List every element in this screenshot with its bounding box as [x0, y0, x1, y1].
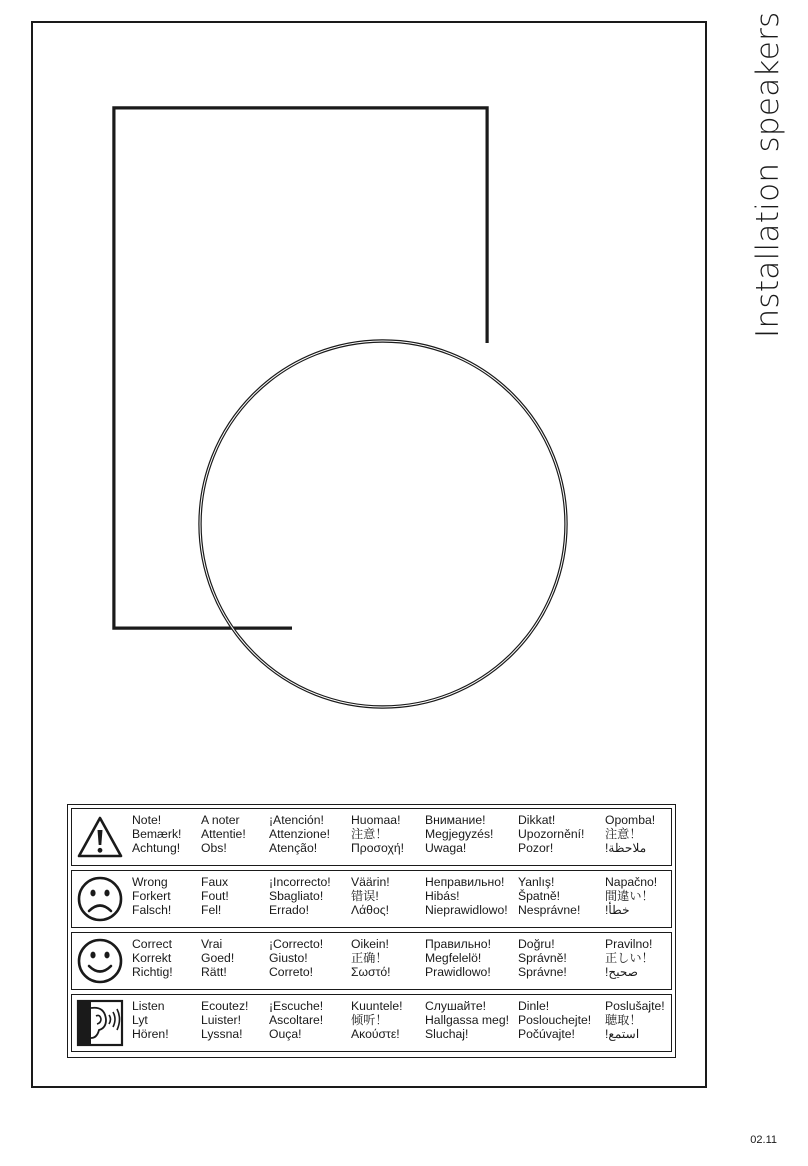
round-speaker-outline — [200, 341, 566, 707]
legend-col-5: Неправильно! Hibás! Nieprawidlowo! — [425, 875, 508, 917]
legend-col-4: Huomaa! 注意！ Προσοχή! — [351, 813, 405, 855]
legend-col-3: ¡Incorrecto! Sbagliato! Errado! — [269, 875, 331, 917]
legend-col-4: Väärin! 错误! Λάθος! — [351, 875, 390, 917]
legend-col-6: Dinle! Poslouchejte! Počúvajte! — [518, 999, 592, 1041]
legend-row-note — [71, 808, 672, 866]
symbol-legend — [67, 804, 676, 1058]
legend-col-7: Pravilno! 正しい！ !صحيح — [605, 937, 654, 979]
legend-col-5: Правильно! Megfelelö! Prawidlowo! — [425, 937, 491, 979]
legend-col-6: Dikkat! Upozornění! Pozor! — [518, 813, 585, 855]
legend-col-3: ¡Escuche! Ascoltare! Ouça! — [269, 999, 324, 1041]
legend-col-1: Wrong Forkert Falsch! — [132, 875, 172, 917]
legend-col-2: Faux Fout! Fel! — [201, 875, 229, 917]
legend-row-listen — [71, 994, 672, 1052]
legend-col-5: Слушайте! Hallgassa meg! Sluchaj! — [425, 999, 509, 1041]
legend-col-3: ¡Correcto! Giusto! Correto! — [269, 937, 324, 979]
legend-col-4: Oikein! 正确！ Σωστό! — [351, 937, 391, 979]
legend-col-1: Correct Korrekt Richtig! — [132, 937, 173, 979]
sad-face-icon — [75, 874, 125, 924]
page-title: Installation speakers — [750, 11, 786, 338]
legend-col-7: Opomba! 注意！ !ملاحظة — [605, 813, 656, 855]
legend-col-6: Yanlış! Špatně! Nesprávne! — [518, 875, 581, 917]
legend-col-2: Ecoutez! Luister! Lyssna! — [201, 999, 249, 1041]
speaker-illustration — [110, 105, 650, 715]
rectangular-speaker-outline — [114, 108, 487, 628]
legend-col-5: Внимание! Megjegyzés! Uwaga! — [425, 813, 494, 855]
legend-col-2: Vrai Goed! Rätt! — [201, 937, 235, 979]
document-code: 02.11 — [750, 1134, 777, 1146]
smiley-face-icon — [75, 936, 125, 986]
legend-col-7: Napačno! 間違い！ !خطأ — [605, 875, 658, 917]
legend-col-3: ¡Atención! Attenzione! Atenção! — [269, 813, 330, 855]
warning-triangle-icon — [75, 812, 125, 862]
legend-col-4: Kuuntele! 倾听！ Ακούστε! — [351, 999, 403, 1041]
listen-ear-icon — [75, 998, 125, 1048]
legend-row-wrong — [71, 870, 672, 928]
legend-col-7: Poslušajte! 聴取！ !استمع — [605, 999, 665, 1041]
legend-col-6: Doğru! Správně! Správne! — [518, 937, 567, 979]
legend-col-2: A noter Attentie! Obs! — [201, 813, 246, 855]
legend-col-1: Listen Lyt Hören! — [132, 999, 169, 1041]
legend-row-correct — [71, 932, 672, 990]
legend-col-1: Note! Bemærk! Achtung! — [132, 813, 182, 855]
